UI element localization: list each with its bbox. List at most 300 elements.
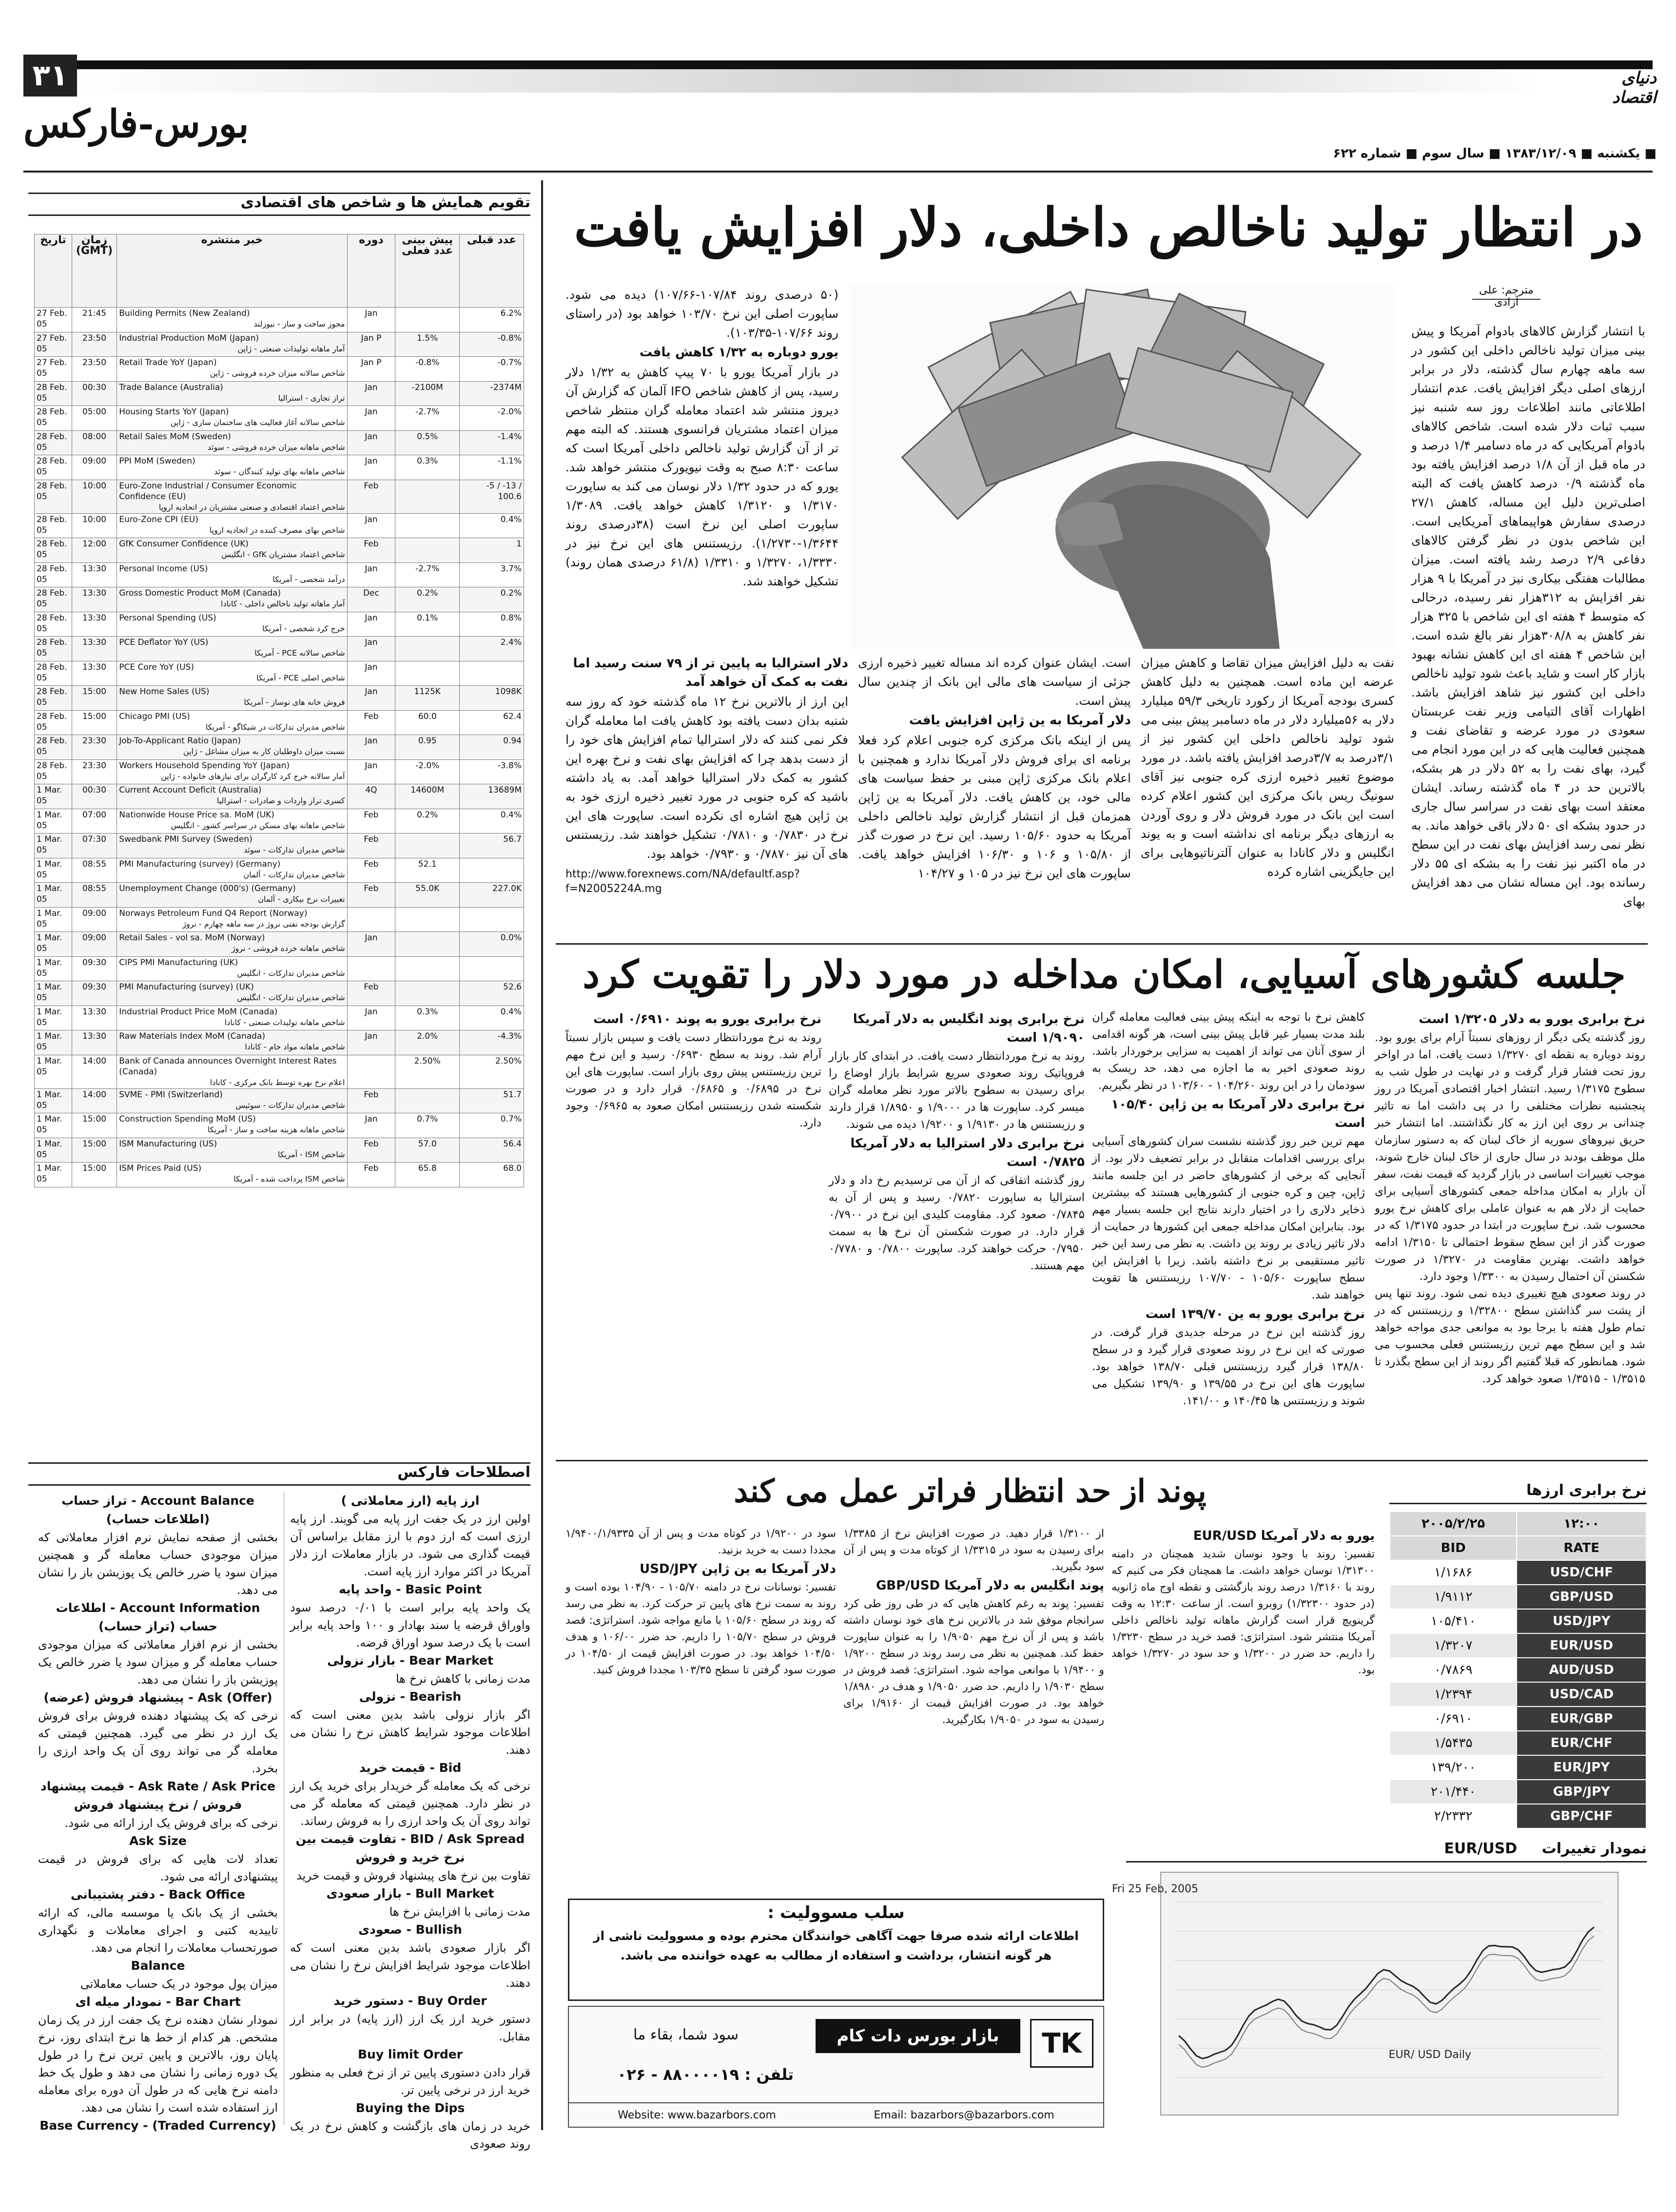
article2-column-1 [1375, 1009, 1645, 1467]
calendar-cell-event [117, 956, 347, 981]
calendar-cell-period: Feb [347, 538, 395, 563]
event-name-fa: خرج کرد شخصی - آمریکا [262, 623, 345, 633]
calendar-cell-date: 1 Mar. 05 [35, 1030, 72, 1055]
calendar-row [35, 455, 524, 480]
ad-website[interactable]: Website: www.bazarbors.com [618, 2109, 776, 2121]
calendar-cell-event [117, 308, 347, 332]
calendar-cell-time: 07:30 [72, 834, 117, 858]
calendar-row [35, 956, 524, 981]
dateline: ■ یکشنبه ■ ۱۳۸۳/۱۲/۰۹ ■ سال سوم ■ شماره ۶۲۲ [1333, 146, 1657, 161]
calendar-cell-forecast: 0.2% [395, 587, 460, 612]
calendar-cell-event [117, 858, 347, 883]
article1-col3-text-b: پس از اینکه بانک مرکزی کره جنوبی اعلام کرد فعلا برنامه ای برای فروش دلار آمریکا ندارد و همچنین با اعلام بانک مرکزی ژاپن مبنی بر حفظ سیاست های مالی خود، ین کاهش یافت. دلار آمریکا به ین ژاپن همزمان قبل از انتشار گزارش تولید ناخالص داخلی آمریکا به حدود ۱۰۵/۶۰ رسید. این نرخ در صورت گذر از ۱۰۵/۸۰ و ۱۰۶ و ۱۰۶/۳۰ افزایش خواهد یافت. ساپورت های این نرخ نیز در ۱۰۵ و ۱۰۴/۲۷ [858, 733, 1131, 880]
calendar-cell-period: Feb [347, 480, 395, 513]
event-name: GfK Consumer Confidence (UK) [119, 539, 249, 549]
glossary-term: Back Office - دفتر پشتیبانی [71, 1887, 245, 1902]
event-name: Industrial Product Price MoM (Canada) [119, 1007, 278, 1017]
article3-column-1 [1111, 1526, 1375, 1847]
rate-pair: EUR/CHF [1517, 1731, 1646, 1755]
event-name: Job-To-Applicant Ratio (Japan) [119, 736, 241, 746]
calendar-cell-period: Feb [347, 1138, 395, 1163]
ad-name: بازار بورس دات کام [816, 2019, 1020, 2053]
event-name-fa: شاخص ماهانه مواد خام - کانادا [245, 1042, 345, 1051]
calendar-cell-period: Jan [347, 308, 395, 332]
calendar-cell-forecast: 2.0% [395, 1030, 460, 1055]
calendar-cell-forecast [395, 981, 460, 1006]
calendar-cell-time: 21:45 [72, 308, 117, 332]
calendar-cell-time: 09:00 [72, 932, 117, 957]
calendar-cell-forecast [395, 834, 460, 858]
calendar-cell-time: 13:30 [72, 563, 117, 587]
calendar-cell-event [117, 455, 347, 480]
article1-col4-text: این ارز از بالاترین نرخ ۱۲ ماه گذشته خود که روز سه شنبه بدان دست یافته بود کاهش یافت اما معامله گران فکر نمی کنند که دلار استرالیا تمام افزایش های خود را از دست بدهد چرا که افزایش بهای نفت و نرخ بهره این کشور به کمک دلار استرالیا خواهد آمد. به یاد داشته باشید که کره جنوبی در مورد تغییر ذخیره ارزی خود به ین ژاپن هیچ اشاره ای نکرده است. ساپورت های این نرخ در ۰/۷۸۳۰ و ۰/۷۸۱۰ تشکیل خواهند شد. رزیستنس های آن نیز ۰/۷۸۷۰ و ۰/۷۹۳۰ خواهد بود. [565, 695, 848, 861]
calendar-cell-time: 08:00 [72, 430, 117, 455]
rate-pair: GBP/JPY [1517, 1780, 1646, 1804]
calendar-cell-previous: 52.6 [460, 981, 524, 1006]
glossary-term: Bear Market - بازار نزولی [327, 1653, 493, 1668]
event-name-fa: شاخص ماهانه هزینه ساخت و ساز - آمریکا [207, 1125, 345, 1134]
calendar-row [35, 637, 524, 661]
calendar-cell-event [117, 784, 347, 809]
calendar-row [35, 858, 524, 883]
calendar-cell-period: Jan P [347, 332, 395, 357]
calendar-header-2: خبر منتشره [117, 234, 347, 308]
event-name-fa: درآمد شخصی - آمریکا [273, 574, 345, 584]
left-column-divider [541, 180, 543, 2130]
event-name: Raw Materials Index MoM (Canada) [119, 1031, 265, 1041]
glossary-term: Balance [131, 1959, 185, 1973]
calendar-cell-event [117, 1030, 347, 1055]
event-name-fa: گزارش بودجه نفتی نروژ در سه ماهه چهارم - نروژ [182, 919, 345, 929]
article-divider-2 [556, 1460, 1648, 1461]
calendar-cell-date: 1 Mar. 05 [35, 1006, 72, 1030]
calendar-cell-event [117, 1055, 347, 1088]
calendar-cell-time: 09:00 [72, 907, 117, 932]
calendar-cell-time: 13:30 [72, 612, 117, 637]
calendar-cell-time: 14:00 [72, 1055, 117, 1088]
ad-footer [569, 2102, 1103, 2127]
calendar-cell-event [117, 907, 347, 932]
calendar-row [35, 538, 524, 563]
calendar-cell-time: 08:55 [72, 858, 117, 883]
calendar-cell-event [117, 563, 347, 587]
header-gradient [78, 69, 1540, 93]
event-name: CIPS PMI Manufacturing (UK) [119, 957, 238, 968]
glossary-column-left [38, 1492, 284, 2133]
calendar-cell-period: Jan [347, 563, 395, 587]
calendar-row [35, 1030, 524, 1055]
calendar-cell-time: 15:00 [72, 686, 117, 711]
calendar-cell-date: 1 Mar. 05 [35, 858, 72, 883]
header-rule [23, 60, 1653, 69]
rate-pair: GBP/CHF [1517, 1804, 1646, 1828]
calendar-cell-period: Jan [347, 381, 395, 406]
article2-col3-text: روند به نرخ موردانتظار دست یافت. در ابتدای کار بازار فروپاتیک روند صعودی سریع شرایط بازار اوضاع را برای رسیدن به سطوح بالاتر مورد نظر معامله گران میسر کرد. ساپورت ها در ۱/۹۰۰۰ و ۱/۸۹۵۰ قرار دارند و رزیستنس ها در ۱/۹۱۳۰ و ۱/۹۲۰۰ دیده می شوند. [829, 1050, 1085, 1131]
calendar-cell-previous: -5 / -13 / 100.6 [460, 480, 524, 513]
glossary-definition: مدت زمانی با افزایش نرخ ها [389, 1905, 530, 1919]
glossary-term: Bearish - نزولی [359, 1689, 462, 1704]
calendar-cell-period: Jan P [347, 357, 395, 382]
calendar-cell-previous: 0.2% [460, 587, 524, 612]
calendar-cell-date: 1 Mar. 05 [35, 932, 72, 957]
calendar-row [35, 932, 524, 957]
calendar-row [35, 686, 524, 711]
calendar-cell-date: 1 Mar. 05 [35, 1113, 72, 1138]
calendar-cell-event [117, 981, 347, 1006]
article2-col2-text: کاهش نرخ با توجه به اینکه پیش بینی فعالیت معامله گران بلند مدت بسیار غیر قابل پیش بینی است، هر گونه اقدامی از سوی آنان می تواند از اهمیت به سزایی برخوردار باشد. روند صعودی اخیر به ما اجازه می دهد، حد ریسک به سودمان را در این روند ۱۰۴/۲۶۰ - ۱۰۳/۶۰ در نظر بگیریم. [1092, 1011, 1365, 1092]
calendar-cell-period: Jan [347, 455, 395, 480]
calendar-cell-period: Feb [347, 1163, 395, 1187]
calendar-cell-date: 28 Feb. 05 [35, 430, 72, 455]
calendar-cell-previous: -4.3% [460, 1030, 524, 1055]
calendar-cell-time: 15:00 [72, 710, 117, 735]
calendar-cell-forecast: 0.3% [395, 1006, 460, 1030]
event-name-fa: شاخص ISM پرداخت شده - آمریکا [234, 1174, 345, 1184]
calendar-cell-time: 12:00 [72, 538, 117, 563]
calendar-cell-date: 1 Mar. 05 [35, 883, 72, 908]
event-name-fa: آمار سالانه خرج کرد کارگران برای نیازهای خانواده - ژاپن [161, 771, 345, 781]
calendar-cell-period [347, 956, 395, 981]
section-title: بورس-فارکس [23, 102, 249, 146]
calendar-cell-event [117, 406, 347, 431]
calendar-cell-previous: -1.4% [460, 430, 524, 455]
calendar-cell-previous: 0.94 [460, 735, 524, 760]
calendar-cell-previous [460, 858, 524, 883]
glossary-term: Buy Order - دستور خرید [333, 1994, 487, 2008]
rate-pair: AUD/USD [1517, 1658, 1646, 1682]
article1-byline: مترجم: علی آزادی [1472, 284, 1540, 300]
glossary-term: Base Currency - (Traded Currency) [39, 2118, 276, 2133]
rate-value: ۱/۲۳۹۴ [1390, 1682, 1517, 1707]
article2-col4-text: روند به نرخ موردانتظار دست یافت و سپس بازار نسبتاً آرام شد. روند به سطح ۰/۶۹۳۰ رسید و این نرخ مهم ترین رزیستنس پیش روی بازار است. ساپورت های این نرخ در ۰/۶۸۹۵ و ۰/۶۸۶۵ قرار دارد و در صورت شکسته شدن رزیستنس امکان صعود به ۰/۶۹۶۵ وجود دارد. [565, 1031, 821, 1129]
event-name: Workers Household Spending YoY (Japan) [119, 760, 290, 771]
event-name-fa: تغییرات نرخ بیکاری - آلمان [258, 894, 345, 904]
event-name-fa: شاخص مدیران تدارکات - انگلیس [237, 993, 345, 1002]
calendar-header-4: پیش بینی عدد فعلی [395, 234, 460, 308]
calendar-cell-event [117, 1138, 347, 1163]
calendar-cell-date: 27 Feb. 05 [35, 357, 72, 382]
calendar-cell-previous: -0.8% [460, 332, 524, 357]
article3-column-3 [565, 1526, 836, 1847]
calendar-row [35, 587, 524, 612]
glossary-term: Ask Rate / Ask Price - قیمت پیشنهاد فروش / نرخ پیشنهاد فروش [40, 1779, 275, 1812]
calendar-row [35, 612, 524, 637]
glossary-term: Ask (Offer) - پیشنهاد فروش (عرضه) [43, 1690, 273, 1705]
calendar-row [35, 784, 524, 809]
calendar-row [35, 381, 524, 406]
calendar-row [35, 710, 524, 735]
calendar-cell-previous: -2374M [460, 381, 524, 406]
event-name: ISM Manufacturing (US) [119, 1139, 217, 1149]
calendar-cell-date: 28 Feb. 05 [35, 759, 72, 784]
calendar-cell-date: 1 Mar. 05 [35, 834, 72, 858]
source-url[interactable]: http://www.forexnews.com/NA/defaultf.asp?f=N2005224A.mg [565, 868, 800, 895]
calendar-cell-date: 27 Feb. 05 [35, 332, 72, 357]
calendar-cell-time: 13:30 [72, 637, 117, 661]
article3-subhead-eurusd: یورو به دلار آمریکا EUR/USD [1193, 1529, 1375, 1543]
calendar-cell-forecast [395, 538, 460, 563]
calendar-cell-period: 4Q [347, 784, 395, 809]
event-name-fa: شاخص مدیران تدارکات در شیکاگو - آمریکا [205, 722, 345, 732]
article1-subhead-euro: یورو دوباره به ۱/۳۲ کاهش یافت [639, 345, 838, 360]
event-name: Euro-Zone Industrial / Consumer Economic Confidence (EU) [119, 481, 297, 502]
event-name: Personal Income (US) [119, 563, 208, 574]
calendar-cell-forecast [395, 480, 460, 513]
calendar-cell-event [117, 538, 347, 563]
article2-col1-text-b: در روند صعودی هیچ تغییری دیده نمی شود. روند تنها پس از پشت سر گذاشتن سطح ۱/۳۲۸۰۰ و رزیستنس که در تمام طول هفته با برجا بود به موانعی جدی مواجه خواهد شد و این سطح مهم ترین رزیستنس فعلی محسوب می شود. همانطور که قبلا گفتیم اگر روند از این سطح بگذرد تا ۱/۳۵۱۵ - ۱/۳۵۱۵ صعود خواهد کرد. [1375, 1287, 1645, 1385]
rate-pair: GBP/USD [1517, 1585, 1646, 1609]
calendar-cell-time: 00:30 [72, 784, 117, 809]
article3-col2-text-b: تفسیر: پوند به رغم کاهش هایی که در طی روز طی کرد سرانجام موفق شد در بالاترین نرخ های خود نوسان داشته باشد و پس از آن نرخ مهم ۱/۹۰۵۰ را به عنوان ساپورت حفظ کند. همچنین به نظر می رسد روند در سطح ۱/۹۲۰۰ و ۱/۹۴۰۰ با موانعی مواجه شود. استراتژی: قصد فروش در سطح ۱/۹۰۳۰ را داریم. حد ضرر ۱/۹۰۵۰ و هدف در ۱/۸۹۸۰ خواهد بود. در صورت افزایش قیمت از ۱/۹۱۶۰ برای رسیدن به سود در ۱/۹۰۵۰ بکارگیرید. [843, 1598, 1104, 1726]
calendar-cell-period: Feb [347, 834, 395, 858]
calendar-cell-forecast [395, 956, 460, 981]
calendar-cell-period: Jan [347, 932, 395, 957]
article2-column-3 [829, 1009, 1085, 1467]
calendar-cell-forecast: 0.95 [395, 735, 460, 760]
calendar-cell-event [117, 834, 347, 858]
event-name-fa: شاخص ISM - آمریکا [278, 1149, 345, 1159]
calendar-cell-time: 09:30 [72, 956, 117, 981]
glossary-definition: تعداد لات هایی که برای فروش در قیمت پیشنهادی ارائه می شود. [38, 1852, 278, 1883]
article2-subhead-usdjpy: نرخ برابری دلار آمریکا به ین ژاپن ۱۰۵/۴۰ است [1111, 1097, 1365, 1130]
rates-col-rate: RATE [1517, 1536, 1646, 1560]
article2-subhead-audusd: نرخ برابری دلار استرالیا به دلار آمریکا ۰/۷۸۲۵ است [850, 1136, 1085, 1169]
calendar-cell-period: Jan [347, 735, 395, 760]
article2-subhead-eurusd: نرخ برابری یورو به دلار ۱/۳۲۰۵ است [1419, 1012, 1645, 1027]
calendar-cell-previous: 62.4 [460, 710, 524, 735]
calendar-cell-previous [460, 661, 524, 686]
article2-col2-text-c: روز گذشته این نرخ در مرحله جدیدی قرار گرفت. در صورتی که این نرخ در روند صعودی قرار گیرد و در سطح ۱۳۸/۸۰ قرار گیرد رزیستنس قبلی ۱۳۸/۷۰ خواهد بود. ساپورت های این نرخ در ۱۳۹/۵۵ و ۱۳۹/۹۰ تشکیل می شوند و رزیستنس ها ۱۴۰/۴۵ و ۱۴۱/۰۰. [1092, 1326, 1365, 1407]
calendar-cell-previous: 1098K [460, 686, 524, 711]
calendar-cell-date: 1 Mar. 05 [35, 907, 72, 932]
calendar-cell-forecast: 0.7% [395, 1113, 460, 1138]
calendar-cell-period: Jan [347, 637, 395, 661]
calendar-cell-event [117, 661, 347, 686]
calendar-cell-event [117, 637, 347, 661]
calendar-cell-previous: 0.0% [460, 932, 524, 957]
calendar-cell-date: 28 Feb. 05 [35, 612, 72, 637]
calendar-cell-previous: 56.4 [460, 1138, 524, 1163]
glossary-definition: نرخی که یک پیشنهاد دهنده فروش برای فروش یک ارز در نظر می گیرد. همچنین قیمتی که معامله گر می تواند روی آن یک واحد ارزی را بخرد. [38, 1709, 278, 1775]
article1-title: در انتظار تولید ناخالص داخلی، دلار افزایش یافت [574, 197, 1643, 258]
event-name-fa: شاخص سالانه PCE - آمریکا [254, 648, 345, 658]
event-name-fa: شاخص ماهانه خرده فروشی - نروژ [231, 944, 345, 953]
ad-email[interactable]: Email: bazarbors@bazarbors.com [874, 2109, 1054, 2121]
calendar-cell-period: Jan [347, 612, 395, 637]
glossary-term: Buy limit Order [357, 2047, 463, 2061]
disclaimer-text: اطلاعات ارائه شده صرفا جهت آگاهی خوانندگان محترم بوده و مسوولیت ناشی از هر گونه انتشار، برداشت و استفاده از مطالب به عهده خواننده می باشد. [593, 1929, 1079, 1962]
event-name-fa: آمار ماهانه تولید ناخالص داخلی - کانادا [220, 599, 345, 608]
calendar-cell-forecast: -2.7% [395, 563, 460, 587]
calendar-cell-forecast: 0.2% [395, 809, 460, 834]
article3-col3-text-b: تفسیر: نوسانات نرخ در دامنه ۱۰۵/۷۰ - ۱۰۴/۹۰ بوده است و روند به سمت نرخ های پایین تر حرکت کرد. به نظر می رسد که روند در سطح ۱۰۵/۶۰ با مانع مواجه شود. استراتژی: قصد فروش در سطح ۱۰۵/۷۰ را داریم. حد ضرر ۱۰۶/۰۰ و هدف ۱۰۴/۵۰ خواهد بود. در صورت افزایش قیمت از ۱۰۴/۵۰ در صورت سود گرفتن تا سطح ۱۰۳/۳۵ مجددا فروش کنید. [565, 1581, 837, 1676]
calendar-cell-date: 28 Feb. 05 [35, 455, 72, 480]
event-name: Personal Spending (US) [119, 613, 216, 623]
calendar-cell-time: 10:00 [72, 513, 117, 538]
calendar-row [35, 661, 524, 686]
event-name: Industrial Production MoM (Japan) [119, 333, 259, 343]
calendar-cell-event [117, 759, 347, 784]
calendar-cell-period [347, 907, 395, 932]
rate-pair: EUR/GBP [1517, 1707, 1646, 1731]
calendar-cell-date: 28 Feb. 05 [35, 563, 72, 587]
calendar-cell-date: 27 Feb. 05 [35, 308, 72, 332]
event-name-fa: آمار ماهانه تولیدات صنعتی - ژاپن [237, 344, 345, 353]
calendar-cell-forecast: 0.5% [395, 430, 460, 455]
event-name-fa: شاخص اصلی PCE - آمریکا [256, 673, 345, 682]
article1-column-2: نفت به دلیل افزایش میزان تقاضا و کاهش میزان عرضه این ماده است. همچنین به دلیل کاهش کسری بودجه آمریکا از رکورد تاریخی ۵۹/۳ میلیارد دلار به ۵۶میلیارد دلار در ماه دسامبر پیش بینی می شود تولید ناخالص داخلی این کشور نیز از ۳/۱درصد به ۳/۷درصد افزایش یافته باشد. در مورد موضوع تغییر ذخیره ارزی کره جنوبی نیز آقای سونیگ ریس بانک مرکزی این کشور اعلام کرده است این بانک در مورد فروش دلار و روی آوردن به ارزهای دیگر برنامه ای نداشته است و به یوند انگلیس و دلار کانادا به عنوان آلترناتیوهایی برای این جایگزینی اشاره کرده [1141, 656, 1395, 879]
glossary-definition: اگر بازار صعودی باشد بدین معنی است که اطلاعات موجود شرایط افزایش نرخ را نشان می دهند. [290, 1941, 530, 1990]
calendar-cell-date: 28 Feb. 05 [35, 513, 72, 538]
moving-average-line [1179, 1936, 1594, 2068]
calendar-row [35, 907, 524, 932]
glossary-definition: تفاوت بین نرخ های پیشنهاد فروش و قیمت خرید [296, 1869, 530, 1882]
calendar-cell-time: 23:30 [72, 759, 117, 784]
calendar-cell-time: 14:00 [72, 1088, 117, 1113]
calendar-cell-date: 28 Feb. 05 [35, 686, 72, 711]
rate-value: ۱/۱۶۸۶ [1390, 1560, 1517, 1585]
glossary-column-right [284, 1492, 530, 2151]
article-divider [556, 943, 1648, 945]
article1-column-5 [565, 285, 838, 648]
calendar-cell-forecast: 57.0 [395, 1138, 460, 1163]
rates-time: ۱۲:۰۰ [1517, 1512, 1646, 1536]
calendar-cell-date: 1 Mar. 05 [35, 1138, 72, 1163]
calendar-cell-event [117, 587, 347, 612]
event-name: Building Permits (New Zealand) [119, 309, 250, 318]
calendar-cell-date: 1 Mar. 05 [35, 784, 72, 809]
article2-col2-text-b: مهم ترین خبر روز گذشته نشست سران کشورهای آسیایی برای بررسی اقدامات متقابل در برابر تضعیف دلار بود. از آنجایی که برخی از کشورهای حاضر در این جلسه مانند ژاپن، چین و کره جنوبی از کشورهایی هستند که بیشترین ذخایر دلاری را در اختیار دارند نتایج این جلسه بسیار مهم بود. بنابراین امکان مداخله جمعی این کشورها در حمایت از دلار تاثیر زیادی بر روند ین داشت. به نظر می رسد این خبر تاثیر مستقیمی بر نرخ داشته باشد. زیرا با افزایش این سطح ساپورت ۱۰۵/۶۰ - ۱۰۷/۷۰ رزیستنس ها تقویت خواهند شد. [1092, 1135, 1365, 1301]
rates-row [1390, 1804, 1646, 1828]
article2-subhead-eurgbp: نرخ برابری یورو به پوند ۰/۶۹۱۰ است [593, 1012, 821, 1027]
event-name-fa: شاخص بهای مصرف کننده در اتحادیه اروپا [209, 525, 345, 535]
calendar-cell-time: 13:30 [72, 661, 117, 686]
calendar-cell-forecast: 55.0K [395, 883, 460, 908]
eurusd-chart-svg [1111, 1873, 1618, 2116]
event-name: PMI Manufacturing (survey) (UK) [119, 982, 254, 992]
calendar-cell-event [117, 513, 347, 538]
event-name: PCE Core YoY (US) [119, 662, 195, 672]
article1-subhead-usdjpy: دلار آمریکا به ین ژاپن افزایش یافت [909, 713, 1131, 728]
calendar-cell-date: 28 Feb. 05 [35, 637, 72, 661]
calendar-cell-forecast [395, 308, 460, 332]
calendar-cell-forecast [395, 661, 460, 686]
calendar-cell-time: 09:00 [72, 455, 117, 480]
calendar-cell-forecast: 0.1% [395, 612, 460, 637]
article3-col2-text: از ۱/۳۱۰۰ قرار دهید. در صورت افزایش نرخ از ۱/۳۳۸۵ برای رسیدن به سود در ۱/۳۳۱۵ از کوتاه مدت و پس از آن سود بگیرید. [843, 1528, 1104, 1573]
event-name: Gross Domestic Product MoM (Canada) [119, 588, 281, 598]
calendar-cell-previous: -2.0% [460, 406, 524, 431]
money-photo [851, 286, 1397, 649]
calendar-cell-period: Jan [347, 686, 395, 711]
rates-row [1390, 1707, 1646, 1731]
rate-value: ۱/۵۴۳۵ [1390, 1731, 1517, 1755]
glossary-definition: نمودار نشان دهنده نرخ یک جفت ارز در یک زمان مشخص. هر کدام از خط ها نرخ ابتدای روز، نرخ پایان روز، بالاترین و پایین ترین نرخ را در طول یک دوره زمانی را نشان می دهد و طول یک خط دامنه نرخ هایی که در طول آن دوره برای معامله ارز استفاده شده است را نشان می دهد. [38, 2013, 278, 2115]
calendar-cell-period: Feb [347, 809, 395, 834]
event-name-fa: تراز تجاری - استرالیا [278, 393, 345, 403]
calendar-cell-event [117, 612, 347, 637]
rates-row [1390, 1780, 1646, 1804]
event-name-fa: شاخص ماهانه بهای تولید کنندگان - سوئد [214, 467, 345, 476]
article2-col1-text: روز گذشته یکی دیگر از روزهای نسبتاً آرام برای یورو بود. روند دوباره به نقطه ای ۱/۳۲۷۰ دست یافت، اما در اواخر روز تحت فشار قرار گرفت و در نهایت در طول شب به سطوح ۱/۳۱۷۵ رسید. انتشار اخبار اقتصادی آمریکا در روز پنجشنبه نظرات مختلفی را در پی داشت اما نه تاثیر چندانی بر روی این ارز به کار نگذاشتند. اما انتشار خبر حریق نیروهای سوریه از خاک لبنان که به دستور سازمان ملل موظف بودند در سال جاری از خاک لبنان خارج شوند، موجب تغییرات اساسی در بازار گردید که قیمت نفت، سفر آن بازار به امکان مداخله جمعی کشورهای آسیایی برای حمایت از دلار هم به عنوان عاملی برای کاهش نرخ یورو محسوب شد. نرخ ساپورت در ابتدا در حدود ۱/۳۱۷۵ که در صورت گذر از این سطح سقوط احتمالی تا ۱/۳۱۵۰ ادامه خواهد داشت. بهترین مقاومت در ۱/۳۲۷۰ در صورت شکستن آن احتمال رسیدن به ۱/۳۳۰۰ وجود دارد. [1375, 1031, 1646, 1283]
glossary-definition: اولین ارز در یک جفت ارز پایه می گویند. ارز پایه ارزی است که ارز دوم با ارز مقابل براساس آن قیمت گذاری می شود. در بازار معاملات ارز دلار آمریکا در اکثر موارد ارز پایه است. [290, 1512, 530, 1578]
calendar-header-5: عدد قبلی [460, 234, 524, 308]
calendar-row [35, 809, 524, 834]
calendar-row [35, 357, 524, 382]
calendar-cell-previous: 0.4% [460, 513, 524, 538]
calendar-cell-previous: 0.8% [460, 612, 524, 637]
calendar-row [35, 480, 524, 513]
event-name-fa: شاخص مدیران تدارکات - سوئیس [235, 1100, 345, 1110]
article1-column-3 [858, 653, 1131, 970]
event-name-fa: کسری تراز واردات و صادرات - استرالیا [216, 796, 345, 805]
calendar-cell-forecast: 1125K [395, 686, 460, 711]
event-name-fa: فروش خانه های نوساز - آمریکا [244, 698, 345, 707]
calendar-cell-date: 28 Feb. 05 [35, 587, 72, 612]
calendar-cell-event [117, 357, 347, 382]
ad-slogan: سود شما، بقاء ما [633, 2026, 739, 2043]
calendar-cell-time: 15:00 [72, 1138, 117, 1163]
calendar-cell-date: 1 Mar. 05 [35, 981, 72, 1006]
event-name: Nationwide House Price sa. MoM (UK) [119, 810, 274, 820]
calendar-row [35, 735, 524, 760]
glossary-term: Account Balance - تراز حساب (اطلاعات حساب) [61, 1494, 254, 1526]
calendar-cell-event [117, 932, 347, 957]
calendar-row [35, 430, 524, 455]
calendar-cell-date: 28 Feb. 05 [35, 661, 72, 686]
calendar-cell-period: Feb [347, 981, 395, 1006]
calendar-cell-period: Jan [347, 430, 395, 455]
calendar-cell-event [117, 1113, 347, 1138]
calendar-cell-period: Dec [347, 587, 395, 612]
rates-row [1390, 1755, 1646, 1780]
article1-col5-text: (۵۰ درصدی روند ۱۰۷/۸۴-۱۰۷/۶۶) دیده می شود. ساپورت اصلی این نرخ ۱۰۳/۷۰ خواهد بود (در راستای روند ۱۰۷/۶۶-۱۰۳/۳۵). [565, 288, 838, 340]
calendar-cell-time: 23:50 [72, 332, 117, 357]
glossary-term: ارز پایه (ارز معاملاتی ) [341, 1494, 480, 1508]
event-name: Current Account Deficit (Australia) [119, 785, 262, 795]
glossary-term: BID / Ask Spread - تفاوت قیمت بین نرخ خرید و فروش [295, 1832, 525, 1864]
rate-value: ۱/۳۲۰۷ [1390, 1633, 1517, 1658]
calendar-cell-forecast: 1.5% [395, 332, 460, 357]
calendar-cell-period: Jan [347, 661, 395, 686]
exchange-rates-table [1389, 1511, 1647, 1829]
calendar-cell-forecast: 52.1 [395, 858, 460, 883]
calendar-cell-date: 28 Feb. 05 [35, 735, 72, 760]
article3-subhead-usdjpy: دلار آمریکا به ین ژاپن USD/JPY [640, 1562, 836, 1576]
calendar-cell-date: 28 Feb. 05 [35, 538, 72, 563]
rates-row [1390, 1560, 1646, 1585]
glossary-definition: اگر بازار نزولی باشد بدین معنی است که اطلاعات موجود شرایط کاهش نرخ را نشان می دهند. [290, 1708, 530, 1757]
calendar-row [35, 1138, 524, 1163]
calendar-cell-forecast: 2.50% [395, 1055, 460, 1088]
calendar-cell-forecast: 60.0 [395, 710, 460, 735]
calendar-cell-forecast: -2.0% [395, 759, 460, 784]
rate-value: ۱۰۵/۴۱۰ [1390, 1609, 1517, 1633]
event-name-fa: شاخص سالانه میزان خرده فروشی - ژاپن [210, 369, 345, 378]
rate-value: ۰/۷۸۶۹ [1390, 1658, 1517, 1682]
page-number: ۳۱ [23, 55, 77, 97]
glossary-definition: میزان پول موجود در یک حساب معاملاتی [80, 1977, 278, 1991]
calendar-row [35, 759, 524, 784]
eurusd-chart [1111, 1872, 1618, 2115]
calendar-cell-time: 23:50 [72, 357, 117, 382]
calendar-row [35, 883, 524, 908]
calendar-cell-previous [460, 907, 524, 932]
calendar-cell-previous: 0.4% [460, 1006, 524, 1030]
calendar-cell-period [347, 1055, 395, 1088]
rates-title: نرخ برابری ارزها [1389, 1482, 1647, 1504]
article1-col3-text: است. ایشان عنوان کرده اند مساله تغییر ذخیره ارزی جزئی از سیاست های مالی این بانک از چندین سال پیش است. [858, 656, 1131, 708]
